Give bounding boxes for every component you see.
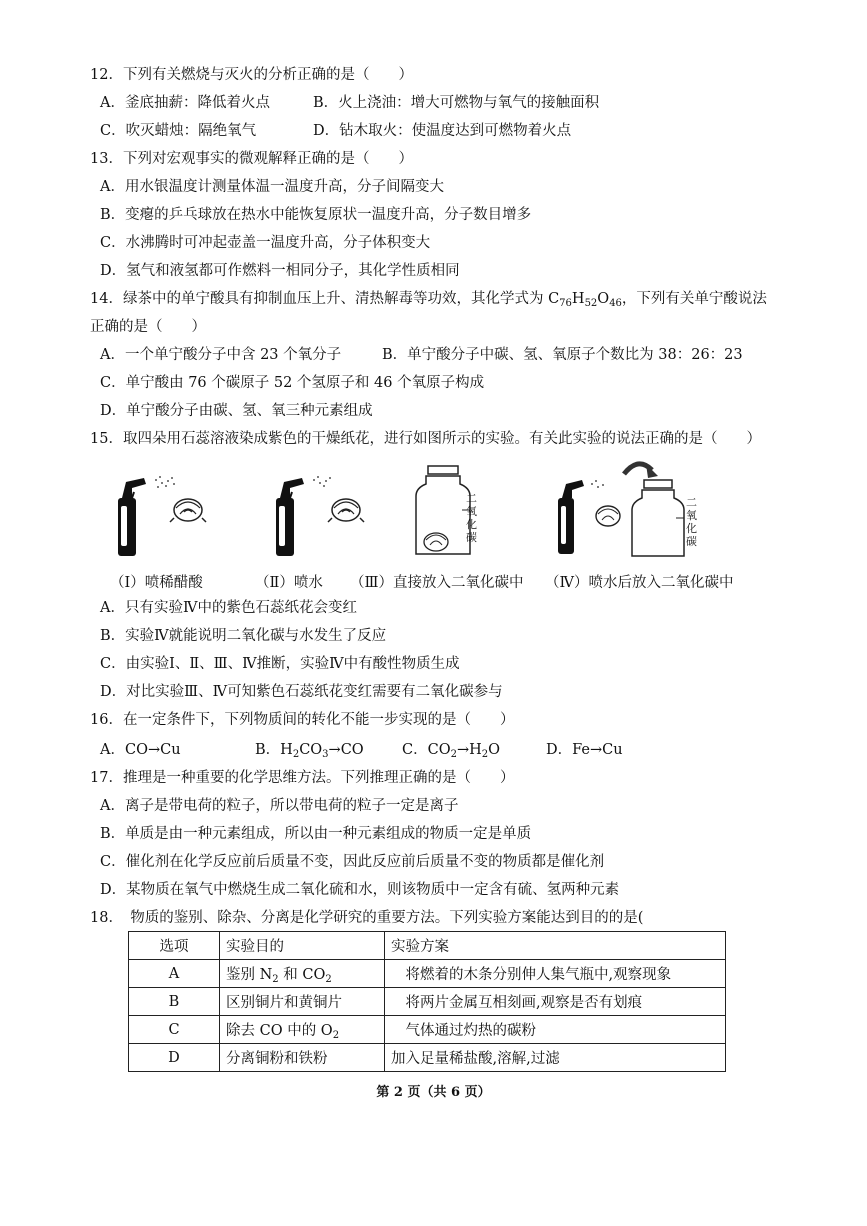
header-goal: 实验目的 <box>220 932 385 960</box>
q17-option-b: B．单质是由一种元素组成，所以由一种元素组成的物质一定是单质 <box>100 826 532 842</box>
row-plan: 将燃着的木条分别伸人集气瓶中,观察现象 <box>385 960 726 988</box>
row-plan: 加入足量稀盐酸,溶解,过滤 <box>385 1044 726 1072</box>
figure-caption-2: （Ⅱ）喷水 <box>255 575 323 591</box>
table-row <box>129 1016 726 1044</box>
co2-jar-figure-3 <box>412 462 492 562</box>
row-goal: 除去 CO 中的 $O_2$ <box>220 1016 385 1044</box>
row-goal: 鉴别 $N_2$ 和 $CO_2$ <box>220 960 385 988</box>
row-option: D <box>129 1044 220 1072</box>
q16-option-b: B．$H_2CO_3\to CO$ <box>255 742 364 760</box>
row-goal: 区别铜片和黄铜片 <box>220 988 385 1016</box>
flower-icon <box>328 499 364 522</box>
sprayer-flower-figure-2 <box>258 468 378 568</box>
q13-option-a: A．用水银温度计测量体温一温度升高，分子间隔变大 <box>100 179 444 195</box>
table-row <box>129 1044 726 1072</box>
q13-option-d: D．氢气和液氢都可作燃料一相同分子，其化学性质相同 <box>100 263 460 279</box>
q12-option-d: D．钻木取火：使温度达到可燃物着火点 <box>313 123 572 139</box>
q14-option-d: D．单宁酸分子由碳、氢、氧三种元素组成 <box>100 403 373 419</box>
row-option: A <box>129 960 220 988</box>
table-header-row <box>129 932 726 960</box>
sprayer-jar-figure-4 <box>548 452 708 567</box>
q16-option-d: D．Fe→Cu <box>546 742 623 758</box>
q14-option-b: B．单宁酸分子中碳、氢、氧原子个数比为 38：26：23 <box>382 347 743 363</box>
q14-option-c: C．单宁酸由 76 个碳原子 52 个氢原子和 46 个氧原子构成 <box>100 375 485 391</box>
row-option: B <box>129 988 220 1016</box>
table-row <box>129 988 726 1016</box>
q13-option-c: C．水沸腾时可冲起壶盖一温度升高，分子体积变大 <box>100 235 431 251</box>
row-option: C <box>129 1016 220 1044</box>
q17-option-a: A．离子是带电荷的粒子，所以带电荷的粒子一定是离子 <box>100 798 459 814</box>
figure-caption-4: （Ⅳ）喷水后放入二氧化碳中 <box>545 575 734 591</box>
flower-icon <box>424 533 448 551</box>
flower-icon <box>596 506 620 526</box>
q15-option-d: D．对比实验Ⅲ、Ⅳ可知紫色石蕊纸花变红需要有二氧化碳参与 <box>100 684 503 700</box>
figure-caption-1: （I）喷稀醋酸 <box>110 575 203 591</box>
header-option: 选项 <box>129 932 220 960</box>
q14-stem-cont: 正确的是（ ） <box>90 319 206 335</box>
table-row <box>129 960 726 988</box>
q15-option-c: C．由实验Ⅰ、Ⅱ、Ⅲ、Ⅳ推断，实验Ⅳ中有酸性物质生成 <box>100 656 460 672</box>
jar-label-4: 二 氧 化 碳 <box>686 496 697 548</box>
q12-option-a: A．釜底抽薪：降低着火点 <box>100 95 270 111</box>
q14-stem: 14．绿茶中的单宁酸具有抑制血压上升、清热解毒等功效，其化学式为 $C_{76}H_{52}O_{46}$，下列有关单宁酸说法 <box>90 291 767 309</box>
q12-option-c: C．吹灭蜡烛：隔绝氧气 <box>100 123 257 139</box>
row-goal: 分离铜粉和铁粉 <box>220 1044 385 1072</box>
q16-option-c: C．$CO_2\to H_2O$ <box>402 742 501 760</box>
q17-stem: 17．推理是一种重要的化学思维方法。下列推理正确的是（ ） <box>90 770 515 786</box>
q12-stem: 12．下列有关燃烧与灭火的分析正确的是（ ） <box>90 67 413 83</box>
row-plan: 气体通过灼热的碳粉 <box>385 1016 726 1044</box>
q17-option-c: C．催化剂在化学反应前后质量不变，因此反应前后质量不变的物质都是催化剂 <box>100 854 605 870</box>
q14-option-a: A．一个单宁酸分子中含 23 个氧分子 <box>100 347 342 363</box>
page-footer: 第 2 页（共 6 页） <box>376 1085 491 1100</box>
sprayer-flower-figure-1 <box>100 468 220 568</box>
q18-table <box>128 931 726 1072</box>
header-plan: 实验方案 <box>385 932 726 960</box>
jar-label-3: 二 氧 化 碳 <box>466 492 477 544</box>
row-plan: 将两片金属互相刻画,观察是否有划痕 <box>385 988 726 1016</box>
q15-option-b: B．实验Ⅳ就能说明二氧化碳与水发生了反应 <box>100 628 387 644</box>
q16-stem: 16．在一定条件下，下列物质间的转化不能一步实现的是（ ） <box>90 712 515 728</box>
flower-icon <box>170 499 206 522</box>
q18-stem: 18． 物质的鉴别、除杂、分离是化学研究的重要方法。下列实验方案能达到目的的是( <box>90 910 644 926</box>
q12-option-b: B．火上浇油：增大可燃物与氧气的接触面积 <box>313 95 600 111</box>
figure-caption-3: （Ⅲ）直接放入二氧化碳中 <box>350 575 524 591</box>
q17-option-d: D．某物质在氧气中燃烧生成二氧化硫和水，则该物质中一定含有硫、氢两种元素 <box>100 882 620 898</box>
q13-stem: 13．下列对宏观事实的微观解释正确的是（ ） <box>90 151 413 167</box>
q15-option-a: A．只有实验Ⅳ中的紫色石蕊纸花会变红 <box>100 600 357 616</box>
q16-option-a: A．CO→Cu <box>100 742 181 758</box>
q15-stem: 15．取四朵用石蕊溶液染成紫色的干燥纸花，进行如图所示的实验。有关此实验的说法正确的是（ ） <box>90 431 761 447</box>
q13-option-b: B．变瘪的乒乓球放在热水中能恢复原状一温度升高，分子数目增多 <box>100 207 532 223</box>
